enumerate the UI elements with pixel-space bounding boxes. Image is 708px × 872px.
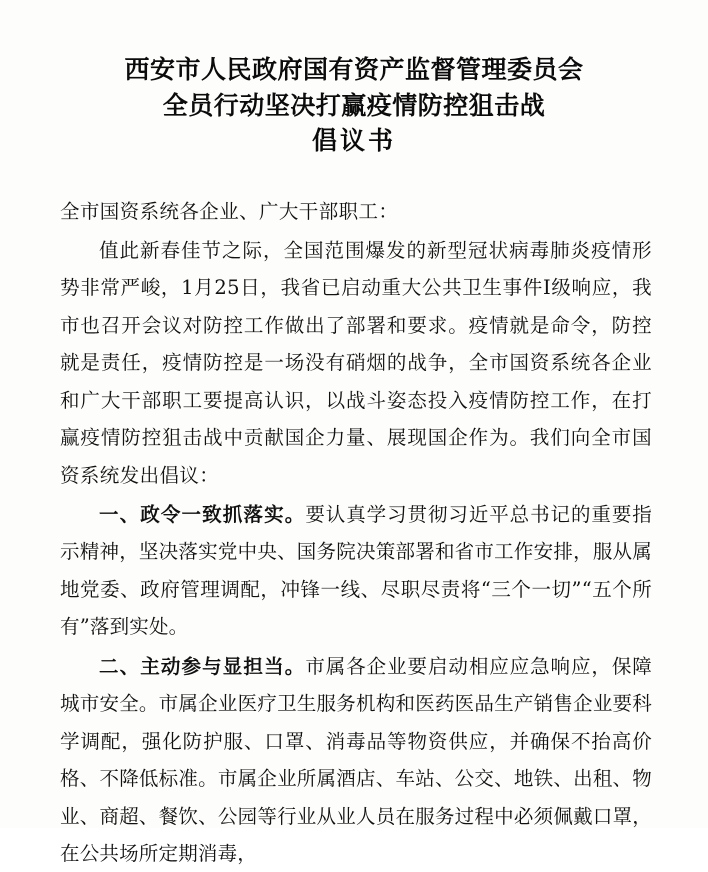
section-paragraph-2 [60, 648, 652, 872]
document-body [0, 159, 708, 872]
title-line-3: 倡议书 [64, 123, 644, 159]
section-text-2: 市属各企业要启动相应应急响应，保障城市安全。市属企业医疗卫生服务机构和医药医品生产销售企业要科学调配，强化防护服、口罩、消毒品等物资供应，并确保不抬高价格、不降低标准。市属企业所属酒店、车站、公交、地铁、出租、物业、商超、餐饮、公园等行业从业人员在服务过程中必须佩戴口罩，在公共场所定期消毒， [60, 655, 652, 865]
title-line-2: 全员行动坚决打赢疫情防控狙击战 [64, 88, 644, 124]
salutation: 全市国资系统各企业、广大干部职工： [60, 193, 652, 230]
section-text-1: 要认真学习贯彻习近平总书记的重要指示精神，坚决落实党中央、国务院决策部署和省市工作安排，服从属地党委、政府管理调配，冲锋一线、尽职尽责将“三个一切”“五个所有”落到实处。 [60, 503, 652, 638]
title-line-1: 西安市人民政府国有资产监督管理委员会 [64, 52, 644, 88]
page-title [0, 0, 708, 159]
section-paragraph-1 [60, 496, 652, 646]
paragraph-intro: 值此新春佳节之际，全国范围爆发的新型冠状病毒肺炎疫情形势非常严峻，1月25日，我省已启动重大公共卫生事件Ⅰ级响应，我市也召开会议对防控工作做出了部署和要求。疫情就是命令，防控就是责任，疫情防控是一场没有硝烟的战争，全市国资系统各企业和广大干部职工要提高认识，以战斗姿态投入疫情防控工作，在打赢疫情防控狙击战中贡献国企力量、展现国企作为。我们向全市国资系统发出倡议： [60, 232, 652, 494]
section-heading-1: 一、政令一致抓落实。 [99, 503, 305, 526]
section-heading-2: 二、主动参与显担当。 [99, 655, 305, 678]
